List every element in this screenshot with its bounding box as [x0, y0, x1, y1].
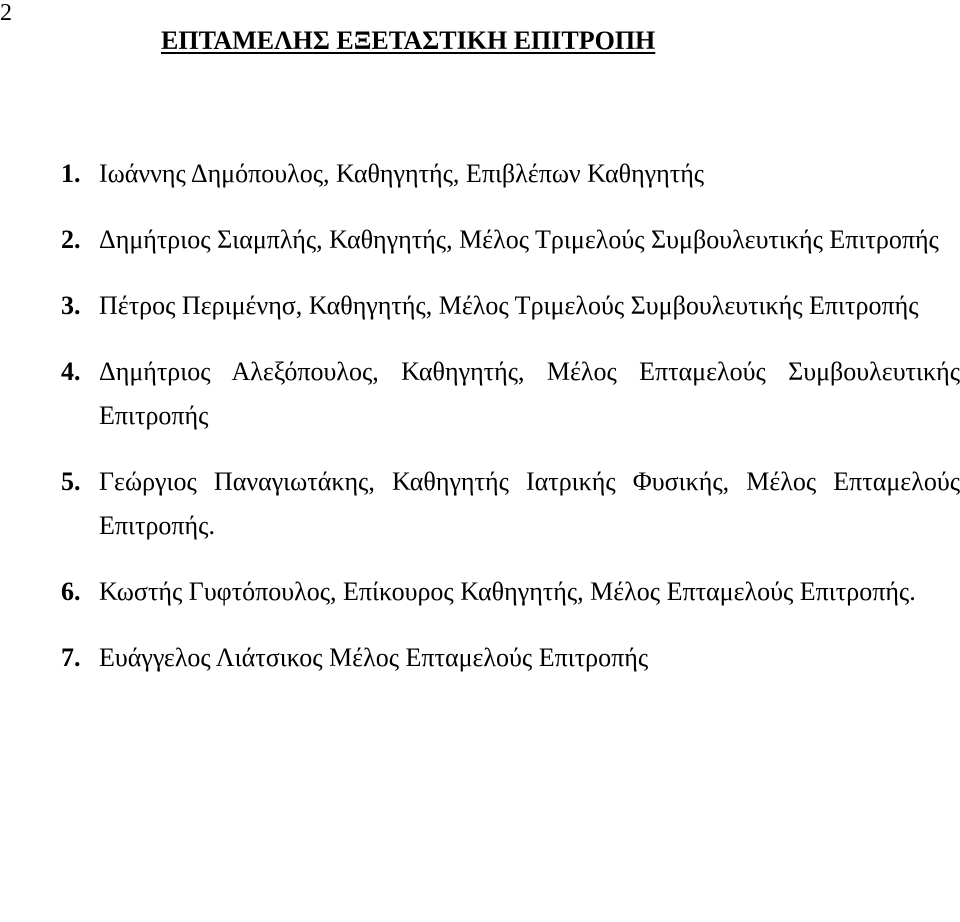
item-text: Δημήτριος Σιαμπλής, Καθηγητής, Μέλος Τριμελούς Συμβουλευτικής Επιτροπής	[99, 225, 939, 254]
item-number: 1.	[61, 159, 81, 188]
list-item	[61, 570, 960, 614]
item-number: 2.	[61, 225, 81, 254]
list-item	[61, 460, 960, 548]
list-item	[61, 284, 960, 328]
item-text: Δημήτριος Αλεξόπουλος, Καθηγητής, Μέλος Επταμελούς Συμβουλευτικής Επιτροπής	[99, 357, 960, 430]
item-number: 5.	[61, 467, 81, 496]
item-text: Ιωάννης Δημόπουλος, Καθηγητής, Επιβλέπων Καθηγητής	[99, 159, 705, 188]
item-number: 3.	[61, 291, 81, 320]
list-item	[61, 152, 960, 196]
list-item	[61, 350, 960, 438]
page-title: ΕΠΤΑΜΕΛΗΣ ΕΞΕΤΑΣΤΙΚΗ ΕΠΙΤΡΟΠΗ	[161, 26, 656, 55]
item-number: 7.	[61, 643, 81, 672]
item-number: 4.	[61, 357, 81, 386]
list-item	[61, 636, 960, 680]
item-text: Κωστής Γυφτόπουλος, Επίκουρος Καθηγητής, Μέλος Επταμελούς Επιτροπής.	[99, 577, 916, 606]
list-item	[61, 218, 960, 262]
item-number: 6.	[61, 577, 81, 606]
item-text: Γεώργιος Παναγιωτάκης, Καθηγητής Ιατρικής Φυσικής, Μέλος Επταμελούς Επιτροπής.	[99, 467, 960, 540]
item-text: Ευάγγελος Λιάτσικος Μέλος Επταμελούς Επιτροπής	[99, 643, 649, 672]
item-text: Πέτρος Περιμένησ, Καθηγητής, Μέλος Τριμελούς Συμβουλευτικής Επιτροπής	[99, 291, 919, 320]
committee-list	[61, 152, 960, 680]
page-number: 2	[0, 0, 12, 26]
